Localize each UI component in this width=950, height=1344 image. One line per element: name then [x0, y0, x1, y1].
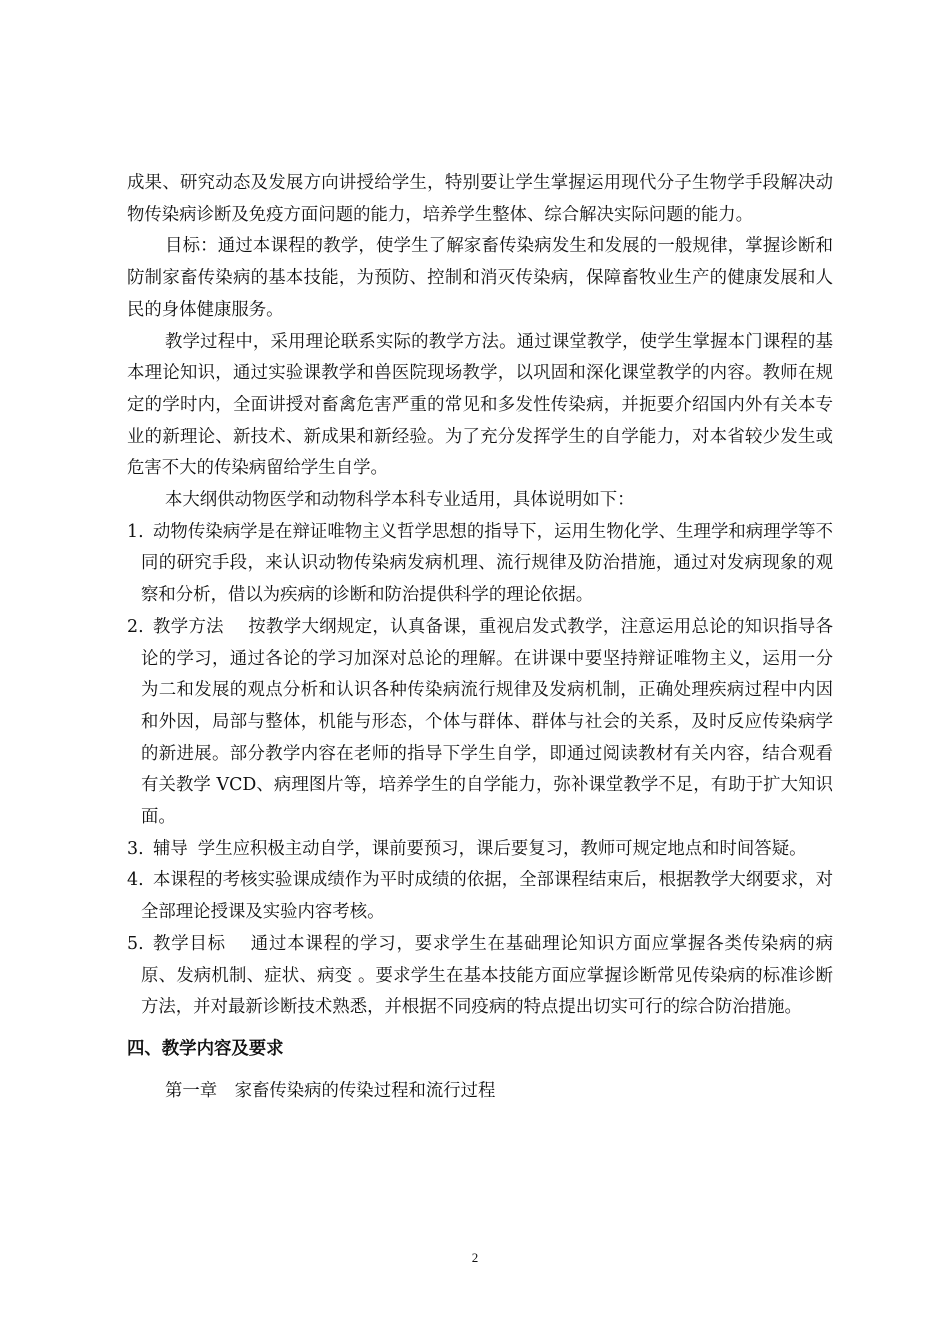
list-item-number: 3. — [127, 838, 144, 859]
list-item-text: 本课程的考核实验课成绩作为平时成绩的依据，全部课程结束后，根据教学大纲要求，对全部理论授课及实验内容考核。 — [141, 870, 833, 923]
list-item — [127, 517, 833, 612]
section-heading: 四、教学内容及要求 — [127, 1038, 284, 1059]
paragraph-teaching-process: 教学过程中，采用理论联系实际的教学方法。通过课堂教学，使学生掌握本门课程的基本理论知识，通过实验课教学和兽医院现场教学，以巩固和深化课堂教学的内容。教师在规定的学时内，全面讲授对畜禽危害严重的常见和多发性传染病，并扼要介绍国内外有关本专业的新理论、新技术、新成果和新经验。为了充分发挥学生的自学能力，对本省较少发生或危害不大的传染病留给学生自学。 — [127, 331, 833, 479]
list-item-number: 5. — [127, 933, 144, 954]
page-content — [127, 168, 833, 1107]
list-item-text: 学生应积极主动自学，课前要预习，课后要复习，教师可规定地点和时间答疑。 — [197, 838, 807, 859]
numbered-list — [127, 517, 833, 1024]
paragraph-scope: 本大纲供动物医学和动物科学本科专业适用，具体说明如下： — [165, 490, 635, 511]
list-item-number: 2. — [127, 616, 144, 637]
list-item-title: 教学方法 — [153, 616, 224, 637]
list-item-number: 4. — [127, 870, 144, 891]
list-item — [127, 929, 833, 1024]
list-item-number: 1. — [127, 521, 144, 542]
list-item-title: 辅导 — [153, 838, 188, 859]
list-item-text: 按教学大纲规定，认真备课，重视启发式教学，注意运用总论的知识指导各论的学习，通过各论的学习加深对总论的理解。在讲课中要坚持辩证唯物主义，运用一分为二和发展的观点分析和认识各种传染病流行规律及发病机制，正确处理疾病过程中内因和外因，局部与整体，机能与形态，个体与群体、群体与社会的关系，及时反应传染病学的新进展。部分教学内容在老师的指导下学生自学，即通过阅读教材有关内容，结合观看有关教学 VCD、病理图片等，培养学生的自学能力，弥补课堂教学不足，有助于扩大知识面。 — [141, 616, 833, 828]
list-item-text: 通过本课程的学习，要求学生在基础理论知识方面应掌握各类传染病的病原、发病机制、症状、病变 。要求学生在基本技能方面应掌握诊断常见传染病的标准诊断方法，并对最新诊断技术熟悉，并根据不同疫病的特点提出切实可行的综合防治措施。 — [141, 933, 833, 1018]
list-item — [127, 834, 833, 866]
list-item-text: 动物传染病学是在辩证唯物主义哲学思想的指导下，运用生物化学、生理学和病理学等不同的研究手段，来认识动物传染病发病机理、流行规律及防治措施，通过对发病现象的观察和分析，借以为疾病的诊断和防治提供科学的理论依据。 — [141, 521, 833, 606]
list-item — [127, 865, 833, 928]
paragraph-continuation: 成果、研究动态及发展方向讲授给学生，特别要让学生掌握运用现代分子生物学手段解决动物传染病诊断及免疫方面问题的能力，培养学生整体、综合解决实际问题的能力。 — [127, 173, 833, 225]
list-item-title: 教学目标 — [153, 933, 226, 954]
paragraph-goal: 目标：通过本课程的教学，使学生了解家畜传染病发生和发展的一般规律，掌握诊断和防制家畜传染病的基本技能，为预防、控制和消灭传染病，保障畜牧业生产的健康发展和人民的身体健康服务。 — [127, 236, 833, 320]
page-number: 2 — [471, 1250, 479, 1265]
chapter-title: 第一章 家畜传染病的传染过程和流行过程 — [165, 1080, 496, 1101]
list-item — [127, 612, 833, 834]
